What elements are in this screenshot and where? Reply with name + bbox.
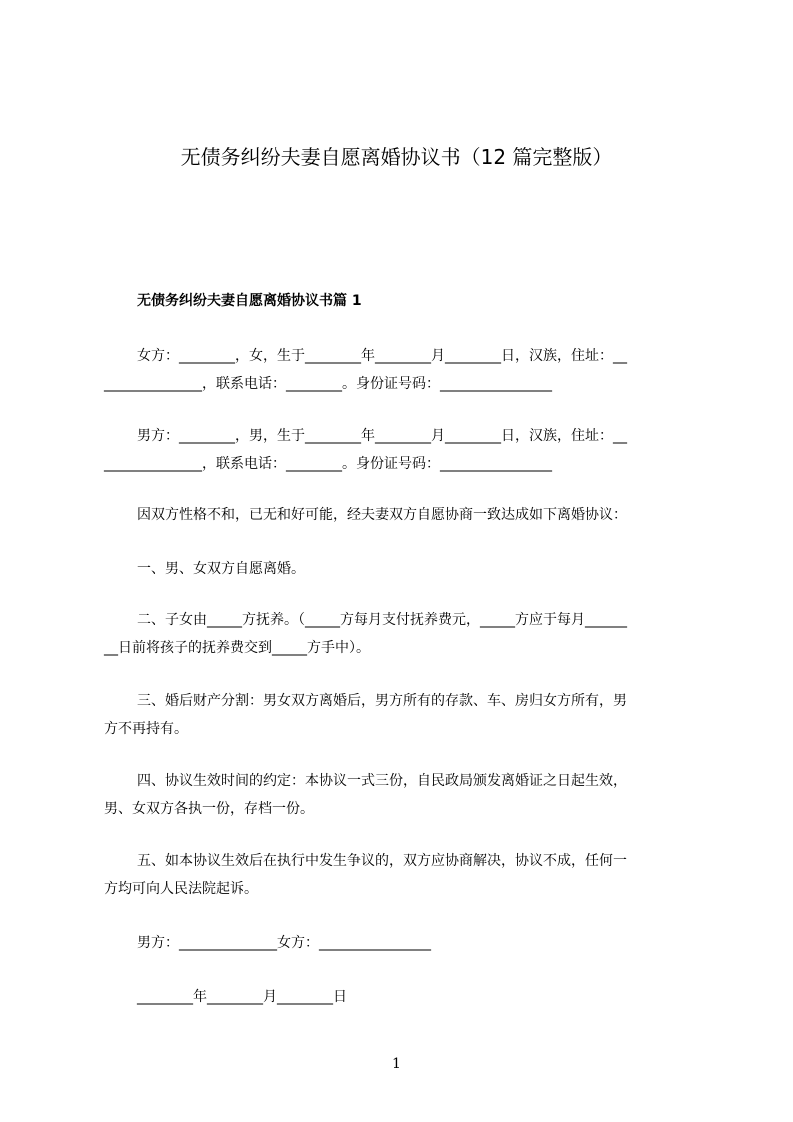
clause-1-text: 一、男、女双方自愿离婚。 xyxy=(137,561,305,577)
clause-5-line-2: 方均可向人民法院起诉。 xyxy=(104,881,258,897)
male-party-line-2: ______________，联系电话：________。身份证号码：________________ xyxy=(104,456,552,472)
date-line: ________年________月________日 xyxy=(137,989,347,1005)
clause-4 xyxy=(104,767,704,823)
section-heading: 无债务纠纷夫妻自愿离婚协议书篇 1 xyxy=(137,293,362,309)
clause-3-line-2: 方不再持有。 xyxy=(104,721,188,737)
clause-2-line-2: __日前将孩子的抚养费交到_____方手中）。 xyxy=(104,640,370,656)
preamble-paragraph xyxy=(104,501,704,529)
female-party-line-2: ______________，联系电话：________。身份证号码：________________ xyxy=(104,376,552,392)
date-paragraph xyxy=(104,983,704,1011)
clause-5 xyxy=(104,847,704,903)
clause-4-line-2: 男、女双方各执一份，存档一份。 xyxy=(104,801,314,817)
clause-2-line-1: 二、子女由_____方抚养。（_____方每月支付抚养费元，_____方应于每月______ xyxy=(137,612,627,628)
clause-3 xyxy=(104,687,704,743)
female-party-paragraph xyxy=(104,342,704,398)
clause-3-line-1: 三、婚后财产分割：男女双方离婚后，男方所有的存款、车、房归女方所有，男 xyxy=(137,693,627,709)
male-party-paragraph xyxy=(104,422,704,478)
page-number: 1 xyxy=(392,1056,401,1072)
male-party-line-1: 男方：________，男，生于________年________月________日，汉族，住址：__ xyxy=(137,428,627,444)
preamble-text: 因双方性格不和，已无和好可能，经夫妻双方自愿协商一致达成如下离婚协议： xyxy=(137,507,627,523)
signature-paragraph xyxy=(104,929,704,957)
clause-4-line-1: 四、协议生效时间的约定：本协议一式三份，自民政局颁发离婚证之日起生效， xyxy=(137,773,627,789)
clause-2 xyxy=(104,606,704,662)
clause-1 xyxy=(104,555,704,583)
document-title: 无债务纠纷夫妻自愿离婚协议书（12 篇完整版） xyxy=(180,145,613,169)
clause-5-line-1: 五、如本协议生效后在执行中发生争议的，双方应协商解决，协议不成，任何一 xyxy=(137,853,627,869)
female-party-line-1: 女方：________，女，生于________年________月________日，汉族，住址：__ xyxy=(137,348,627,364)
signature-line: 男方：______________女方：________________ xyxy=(137,935,431,951)
